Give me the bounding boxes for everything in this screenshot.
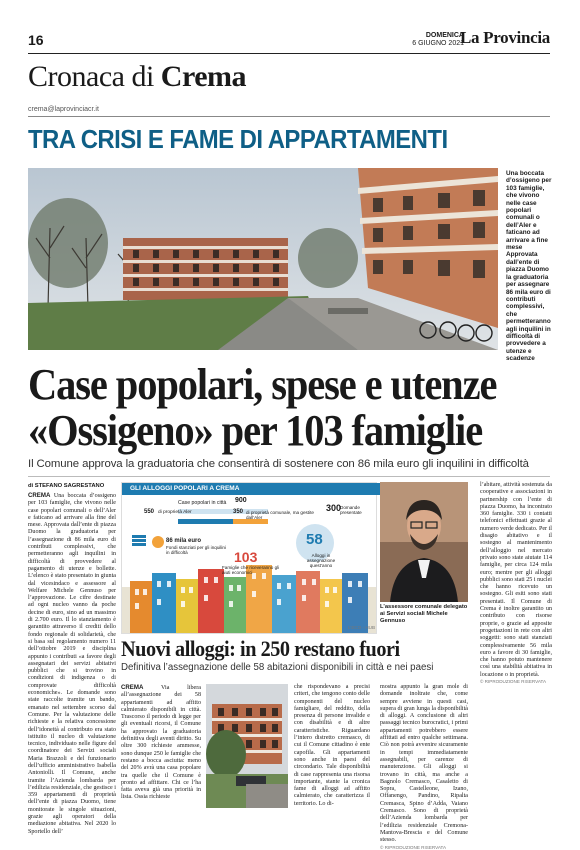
- article-lead: CREMA: [28, 492, 51, 499]
- article-column-1: [28, 492, 116, 835]
- comune-label: di proprietà comunale, ma gestite dall’Aler: [246, 510, 314, 521]
- demand-label: Domande presentate: [340, 505, 362, 516]
- byline: di STEFANO SAGRESTANO: [28, 483, 105, 489]
- assign-label: Alloggi in assegnazione quest’anno: [306, 553, 336, 569]
- article2-copyright: © RIPRODUZIONE RISERVATA: [380, 844, 447, 850]
- article2-body-3: mostra appunto la gran mole di domande inoltrate che, come sempre avviene in questi casi, supera di gran lunga la disponibilità di alloggi. A conclusione di altri passaggi tecnico burocratici, i primi appartamenti potrebbero essere affittati ad entro qualche settimana. Ciò non potrà avvenire sicuramente in tempi immediatamente assegnabili, per carenze di manutenzione. Gli alloggi si trovano in città, ma anche a Bagnolo Cremasco, Casaletto di Sopra, Castelleone, Izano, Offanengo, Pandino, Ripalta Cremasca, Spino d’Adda, Vaiano Cremasco. Sono di proprietà dell’Azienda lombarda per l’edilizia residenziale Cremona-Mantova-Brescia e del Comune stesso.: [380, 684, 468, 844]
- section-rule: [28, 116, 550, 117]
- second-headline: Nuovi alloggi: in 250 restano fuori: [121, 636, 400, 661]
- section-prefix: Cronaca di: [28, 60, 154, 93]
- headline-line-1: Case popolari, spese e utenze: [28, 360, 497, 409]
- article2-column-3: [380, 684, 468, 850]
- article2-body-2: che rispondevano a precisi criteri, che tengono conto delle componenti del nucleo famigliare, del reddito, della presenza di persone invalide e con disabilità e di altre caratteristiche. Riguardano l’intero distretto cremasco, di cui il Comune cittadino è ente capofila. Gli appartamenti sono anche in paesi del circondario. Tale disponibilità di case rappresenta una risorsa importante, stante la cronica fame di alloggi ad affitto calmierato, che caratterizza il territorio. Lo di-: [294, 684, 370, 807]
- case-value: 900: [235, 497, 247, 504]
- assign-value: 58: [306, 531, 323, 548]
- main-photo: [28, 168, 498, 350]
- photo-caption: Una boccata d’ossigeno per 103 famiglie, che vivono nelle case popolari comunali o dell’Aler e faticano ad arrivare a fine mese Approvata dall’ente di piazza Duomo la graduatoria per assegnare 86 mila euro di contributi complessivi, che permetteranno agli inquilini in difficoltà di provvedere a utenze e scadenze: [506, 170, 552, 363]
- main-subtitle: Il Comune approva la graduatoria che consentirà di sostenere con 86 mila euro gli inquilini in difficoltà: [28, 458, 529, 470]
- infographic: [121, 482, 377, 634]
- page-number: 16: [28, 32, 44, 48]
- article-body: Una boccata d’ossigeno per 103 famiglie, che vivono nelle case popolari comunali o dell’Aler e faticano ad arrivare alla fine del mese. Approvata dall’ente di piazza Duomo la graduatoria per l’assegnazione di 86 mila euro di contributi complessivi, che permetteranno agli inquilini in difficoltà di provvedere al pagamento di utenze e bollette. L’elenco è stato presentato in giunta dal vicesindaco e assessore al Welfare Michele Gennuso per l’approvazione. Le cifre destinate ad ogni nucleo vanno da poche decine di euro, sino ad un massimo di 2.700 euro. Il lo stanziamento è garantito attraverso il crediti dello fondo regionale di solidarietà, che si basa sul regolamento numero 11 dell’ottobre 2019 e disciplina appunto i contributi «a favore degli assegnatari dei servizi abitativi pubblici che si trovino in condizioni di indigenza o di comprovate difficoltà economiche». Le domande sono state raccolte tramite un bando, emanato nel settembre scorso dal Comune. Per la valutazione delle richieste e la relativa concessione dell’idoneità al contributo era stato istituito il nucleo di valutazione tecnico, individuato nelle figure del coordinatore dei Servizi sociali Maria Brazzoli e del funzionario dell’ufficio amministrativo Isabella Antoniolli. Il Comune, anche tramite l’Azienda lombarda per l’edilizia residenziale, che gestisce i 359 appartamenti di proprietà dell’ente di piazza Duomo, tiene monitorate le singole situazioni, grazie agli operatori della mediazione abitativa. Nel 2020 lo Sportello dell’: [28, 493, 116, 835]
- families-label: Famiglie che riceveranno gli aiuti economici: [222, 565, 280, 576]
- fund-label: Fondi stanziati per gli inquilini in difficoltà: [166, 545, 227, 556]
- portrait-photo: [380, 482, 468, 602]
- issue-full-date: 6 GIUGNO 2021: [412, 40, 464, 47]
- article2-column-1: [121, 684, 201, 810]
- article-body-continued: l’abitare, attività sostenuta da cooperative e associazioni in partnership con l’ente di piazza Duomo, ha incontrato 360 famiglie. 330 i contatti telefonici effettuati grazie al numero verde dedicato. Per il disagio abitativo e il sostegno al mantenimento dell’alloggio nel mercato privato sono state aiutate 114 famiglie, per circa 124 mila euro; mentre per gli alloggi pubblici sono stati 25 i nuclei che hanno ricevuto un sostegno. Gli esiti sono stati presentati. Il Comune di Crema è inoltre garantito un contributo con risorse proprie, o grazie ad apposite progettazioni in rete con altri soggetti: sono stati stanziati complessivamente 56 mila euro a favore di 30 famiglie, che hanno potuto mantenere così una stabilità abitativa in locazione o in proprietà.: [480, 482, 552, 678]
- header-rule: [28, 53, 550, 54]
- kicker-headline: TRA CRISI E FAME DI APPARTAMENTI: [28, 124, 448, 154]
- section-title: [28, 60, 246, 94]
- masthead-logo: La Provincia: [459, 28, 550, 47]
- article2-body-1: Via libera all’assegnazione dei 58 appartamenti ad affitto calmierato disponibili in città. Trascorso il periodo di legge per gli eventuali ricorsi, il Comune ha approvato la graduatoria definitiva degli aventi diritto. Su oltre 300 richieste ammesse, sono dunque 250 le famiglie che restano a bocca asciutta: meno del 20% avrà una casa popolare tra quelle che il Comune è pronto ad affittare. Chi ce l’ha fatta aveva già una priorità in lista. Ossia richieste: [121, 685, 201, 801]
- demand-value: 300: [326, 503, 342, 513]
- issue-date: [412, 32, 464, 48]
- case-label: Case popolari in città: [178, 500, 227, 506]
- infographic-credit: L’ECO - HUB: [348, 625, 376, 630]
- second-photo: [206, 684, 288, 808]
- main-headline: [28, 362, 508, 454]
- second-subtitle: Definitiva l’assegnazione delle 58 abitazioni disponibili in città e nei paesi: [121, 662, 434, 673]
- section-name: Crema: [160, 60, 247, 93]
- aler-label: di proprietà Aler: [158, 510, 192, 515]
- families-value: 103: [234, 549, 258, 565]
- article-copyright: © RIPRODUZIONE RISERVATA: [480, 679, 547, 685]
- headline-line-2: «Ossigeno» per 103 famiglie: [28, 406, 483, 455]
- article2-column-2: [294, 684, 370, 810]
- fund-value: 86 mila euro: [166, 538, 202, 544]
- subtitle-rule: [28, 476, 550, 477]
- page-header: [28, 30, 550, 52]
- issue-day: DOMENICA: [425, 32, 464, 39]
- section-email: crema@laprovinciacr.it: [28, 106, 99, 113]
- article2-lead: CREMA: [121, 684, 144, 691]
- infographic-title: GLI ALLOGGI POPOLARI A CREMA: [122, 483, 384, 495]
- portrait-caption: L’assessore comunale delegato ai Servizi sociali Michele Gennuso: [380, 604, 468, 624]
- aler-value: 550: [144, 509, 155, 515]
- comune-value: 350: [233, 509, 244, 515]
- article-column-continued: [480, 482, 552, 685]
